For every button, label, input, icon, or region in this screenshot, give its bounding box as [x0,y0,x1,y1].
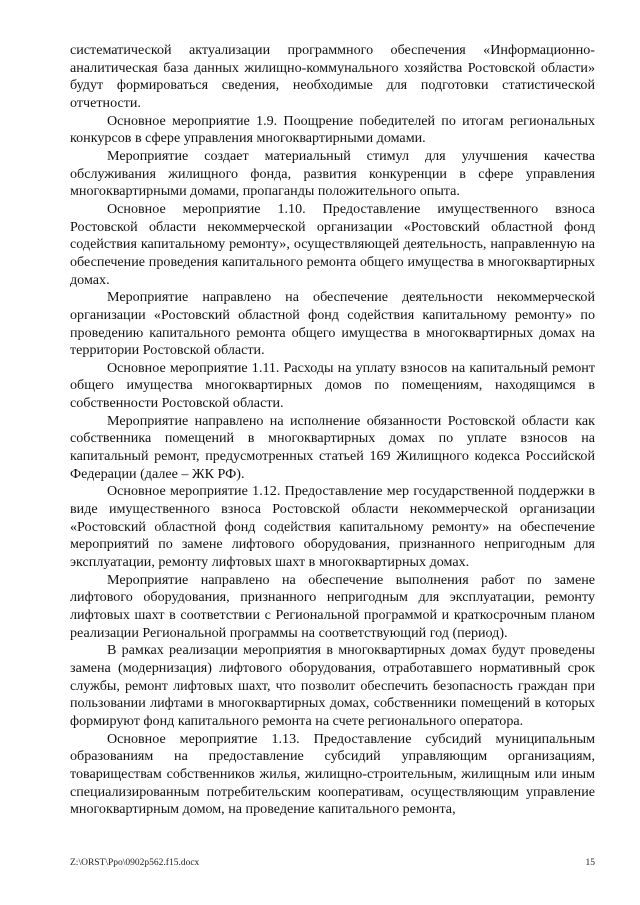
paragraph: Мероприятие создает материальный стимул для улучшения качества обслуживания жилищного фонда, развития конкуренции в сфере управления многоквартирными домами, пропаганды положительного опыта. [70,147,595,200]
paragraph: В рамках реализации мероприятия в многоквартирных домах будут проведены замена (модернизация) лифтового оборудования, отработавшего нормативный срок службы, ремонт лифтовых шахт, что позволит обеспечить безопасность граждан при пользовании лифтами в многоквартирных домах, собственники помещений в которых формируют фонд капитального ремонта на счете регионального оператора. [70,642,595,729]
document-body [70,42,595,819]
footer-file-path: Z:\ORST\Ppo\0902p562.f15.docx [70,858,200,868]
paragraph: Мероприятие направлено на исполнение обязанности Ростовской области как собственника помещений в многоквартирных домах по уплате взносов на капитальный ремонт, предусмотренных статьей 169 Жилищного кодекса Российской Федерации (далее – ЖК РФ). [70,412,595,482]
paragraph: Основное мероприятие 1.13. Предоставление субсидий муниципальным образованиям на предоставление субсидий управляющим организациям, товариществам собственников жилья, жилищно-строительным, жилищным или иным специализированным потребительским кооперативам, осуществляющим управление многоквартирным домом, на проведение капитального ремонта, [70,730,595,818]
paragraph: систематической актуализации программного обеспечения «Информационно-аналитическая база данных жилищно-коммунального хозяйства Ростовской области» будут формироваться сведения, необходимые для подготовки статистической отчетности. [70,42,595,111]
paragraph: Мероприятие направлено на обеспечение деятельности некоммерческой организации «Ростовский областной фонд содействия капитальному ремонту» по проведению капитального ремонта общего имущества в многоквартирных домах на территории Ростовской области. [70,289,595,359]
paragraph: Основное мероприятие 1.10. Предоставление имущественного взноса Ростовской области некоммерческой организации «Ростовский областной фонд содействия капитальному ремонту», осуществляющей деятельность, направленную на обеспечение проведения капитального ремонта общего имущества в многоквартирных домах. [70,200,595,288]
paragraph: Основное мероприятие 1.11. Расходы на уплату взносов на капитальный ремонт общего имущества многоквартирных домов по помещениям, находящимся в собственности Ростовской области. [70,359,595,412]
page-number: 15 [585,858,595,868]
paragraph: Основное мероприятие 1.9. Поощрение победителей по итогам региональных конкурсов в сфере управления многоквартирными домами. [70,112,595,147]
paragraph: Основное мероприятие 1.12. Предоставление мер государственной поддержки в виде имущественного взноса Ростовской области некоммерческой организации «Ростовский областной фонд содействия капитальному ремонту» на обеспечение мероприятий по замене лифтового оборудования, признанного непригодным для эксплуатации, ремонту лифтовых шахт в многоквартирных домах. [70,483,595,571]
paragraph: Мероприятие направлено на обеспечение выполнения работ по замене лифтового оборудования, признанного непригодным для эксплуатации, ремонту лифтовых шахт в соответствии с Региональной программой и краткосрочным планом реализации Региональной программы на соответствующий год (период). [70,571,595,641]
